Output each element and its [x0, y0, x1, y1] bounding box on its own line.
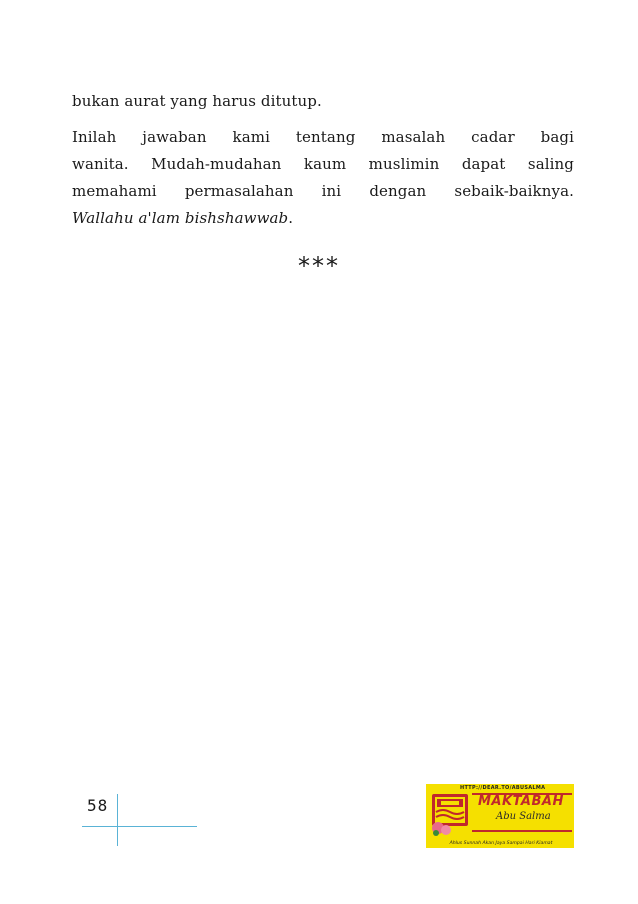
footer-horizontal-rule — [82, 826, 197, 827]
logo-emblem-icon — [428, 792, 472, 836]
logo-tagline: Ahlus Sunnah Akan Jaya Sampai Hari Kiamat — [449, 841, 553, 846]
paragraph-2-line-2: wanita. Mudah-mudahan kaum muslimin dapat saling — [72, 155, 574, 173]
logo-url: HTTP://DEAR.TO/ABUSALMA — [460, 785, 546, 791]
paragraph-2-line-4 — [72, 205, 574, 232]
publisher-logo — [426, 784, 574, 848]
logo-subtitle: Abu Salma — [496, 811, 551, 822]
closing-phrase: Wallahu a'lam bishshawwab — [72, 209, 289, 227]
page-number: 58 — [87, 796, 109, 815]
paragraph-1 — [72, 88, 574, 115]
logo-stripe-bottom — [472, 830, 572, 832]
section-separator: *** — [298, 252, 340, 280]
paragraph-2-line-1: Inilah jawaban kami tentang masalah cadar bagi — [72, 128, 574, 146]
paragraph-2-line-3: memahami permasalahan ini dengan sebaik-baiknya. — [72, 182, 574, 200]
footer-vertical-rule — [117, 794, 118, 846]
paragraph-2 — [72, 124, 574, 232]
logo-title: MAKTABAH — [478, 794, 564, 809]
paragraph-1-line: bukan aurat yang harus ditutup. — [72, 92, 322, 110]
closing-period: . — [288, 209, 294, 227]
